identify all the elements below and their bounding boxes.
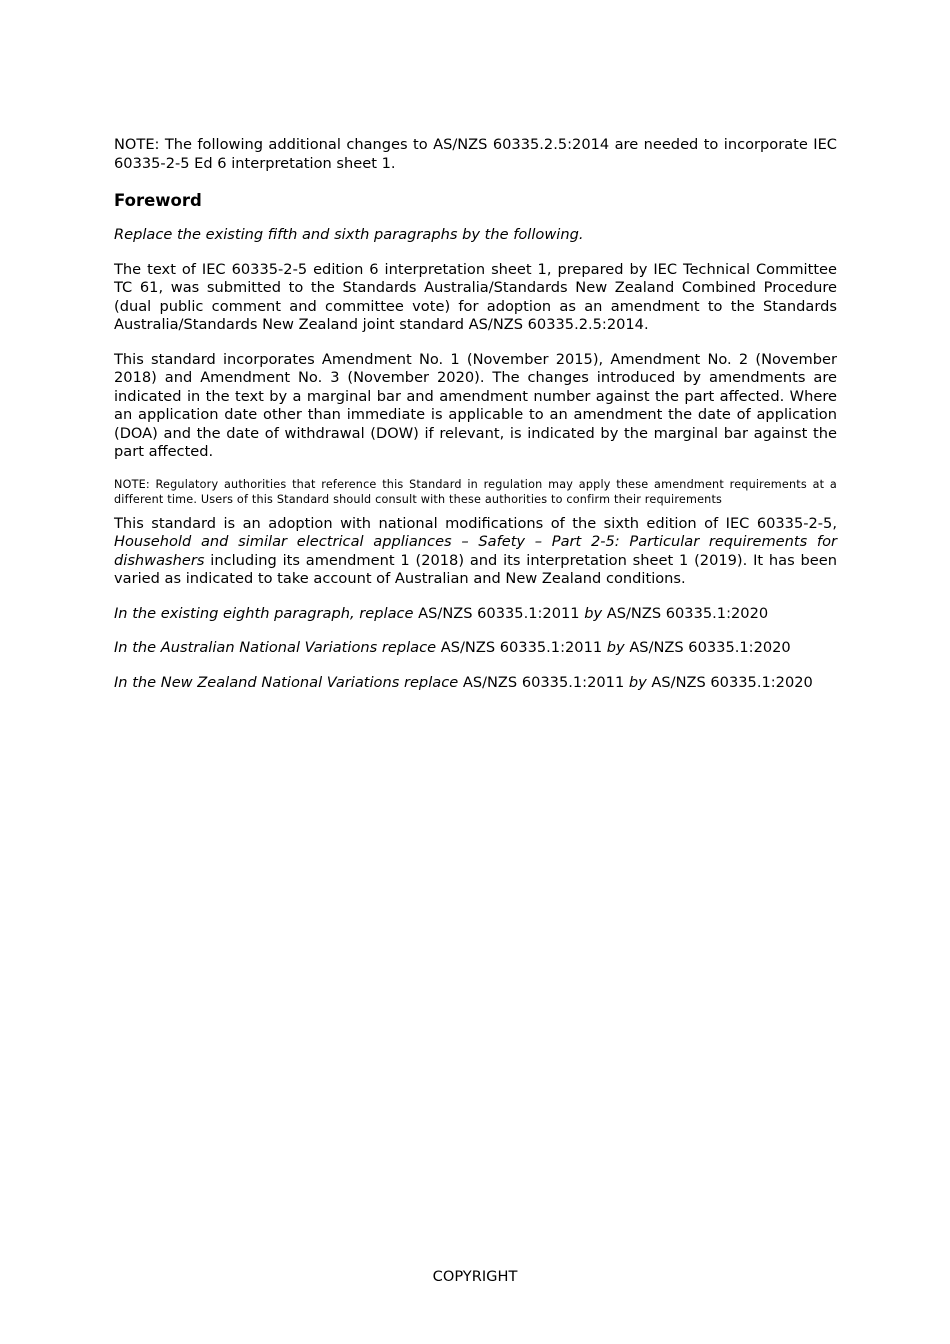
adoption-text-before: This standard is an adoption with national modifications of the sixth edition of IEC 60335-2-5, xyxy=(114,514,837,532)
paragraph-adoption xyxy=(114,515,837,589)
replacement-by: by xyxy=(606,639,625,656)
replacement-eighth-paragraph xyxy=(114,605,837,624)
replacement-new-ref: AS/NZS 60335.1:2020 xyxy=(602,604,769,622)
document-page xyxy=(114,136,837,708)
replacement-lead: In the New Zealand National Variations replace xyxy=(114,673,459,691)
regulatory-note: NOTE: Regulatory authorities that reference this Standard in regulation may apply these amendment requirements at a different time. Users of this Standard should consult with these authorities to confirm their requirements xyxy=(114,477,837,506)
incorporation-note: NOTE: The following additional changes to AS/NZS 60335.2.5:2014 are needed to incorporate IEC 60335-2-5 Ed 6 interpretation sheet 1. xyxy=(114,136,837,172)
paragraph-submission: The text of IEC 60335-2-5 edition 6 interpretation sheet 1, prepared by IEC Technical Committee TC 61, was submitted to the Standards Australia/Standards New Zealand Combined Procedure (dual public comment and committee vote) for adoption as an amendment to the Standards Australia/Standards New Zealand joint standard AS/NZS 60335.2.5:2014. xyxy=(114,260,837,333)
adoption-text-after: including its amendment 1 (2018) and its interpretation sheet 1 (2019). It has been varied as indicated to take account of Australian and New Zealand conditions. xyxy=(114,551,837,587)
replacement-australian-variations xyxy=(114,639,837,658)
adoption-standard-title: Household and similar electrical appliances – Safety – Part 2-5: Particular requirements for dishwashers xyxy=(114,533,837,569)
paragraph-amendments: This standard incorporates Amendment No. 1 (November 2015), Amendment No. 2 (November 2018) and Amendment No. 3 (November 2020). The changes introduced by amendments are indicated in the text by a marginal bar and amendment number against the part affected. Where an application date other than immediate is applicable to an amendment the date of application (DOA) and the date of withdrawal (DOW) if relevant, is indicated by the marginal bar against the part affected. xyxy=(114,350,837,460)
replacement-nz-variations xyxy=(114,674,837,693)
replacement-lead: In the Australian National Variations replace xyxy=(114,639,437,656)
section-heading: Foreword xyxy=(114,191,202,210)
replacement-old-ref: AS/NZS 60335.1:2011 xyxy=(436,639,607,656)
replace-instruction: Replace the existing fifth and sixth paragraphs by the following. xyxy=(114,226,584,243)
replacement-by: by xyxy=(628,673,647,691)
replacement-old-ref: AS/NZS 60335.1:2011 xyxy=(413,604,585,622)
replacement-lead: In the existing eighth paragraph, replace xyxy=(114,604,414,622)
replacement-new-ref: AS/NZS 60335.1:2020 xyxy=(646,673,813,691)
copyright-footer: COPYRIGHT xyxy=(432,1268,518,1285)
replacement-new-ref: AS/NZS 60335.1:2020 xyxy=(624,639,791,656)
replacement-by: by xyxy=(584,604,603,622)
replacement-old-ref: AS/NZS 60335.1:2011 xyxy=(458,673,629,691)
